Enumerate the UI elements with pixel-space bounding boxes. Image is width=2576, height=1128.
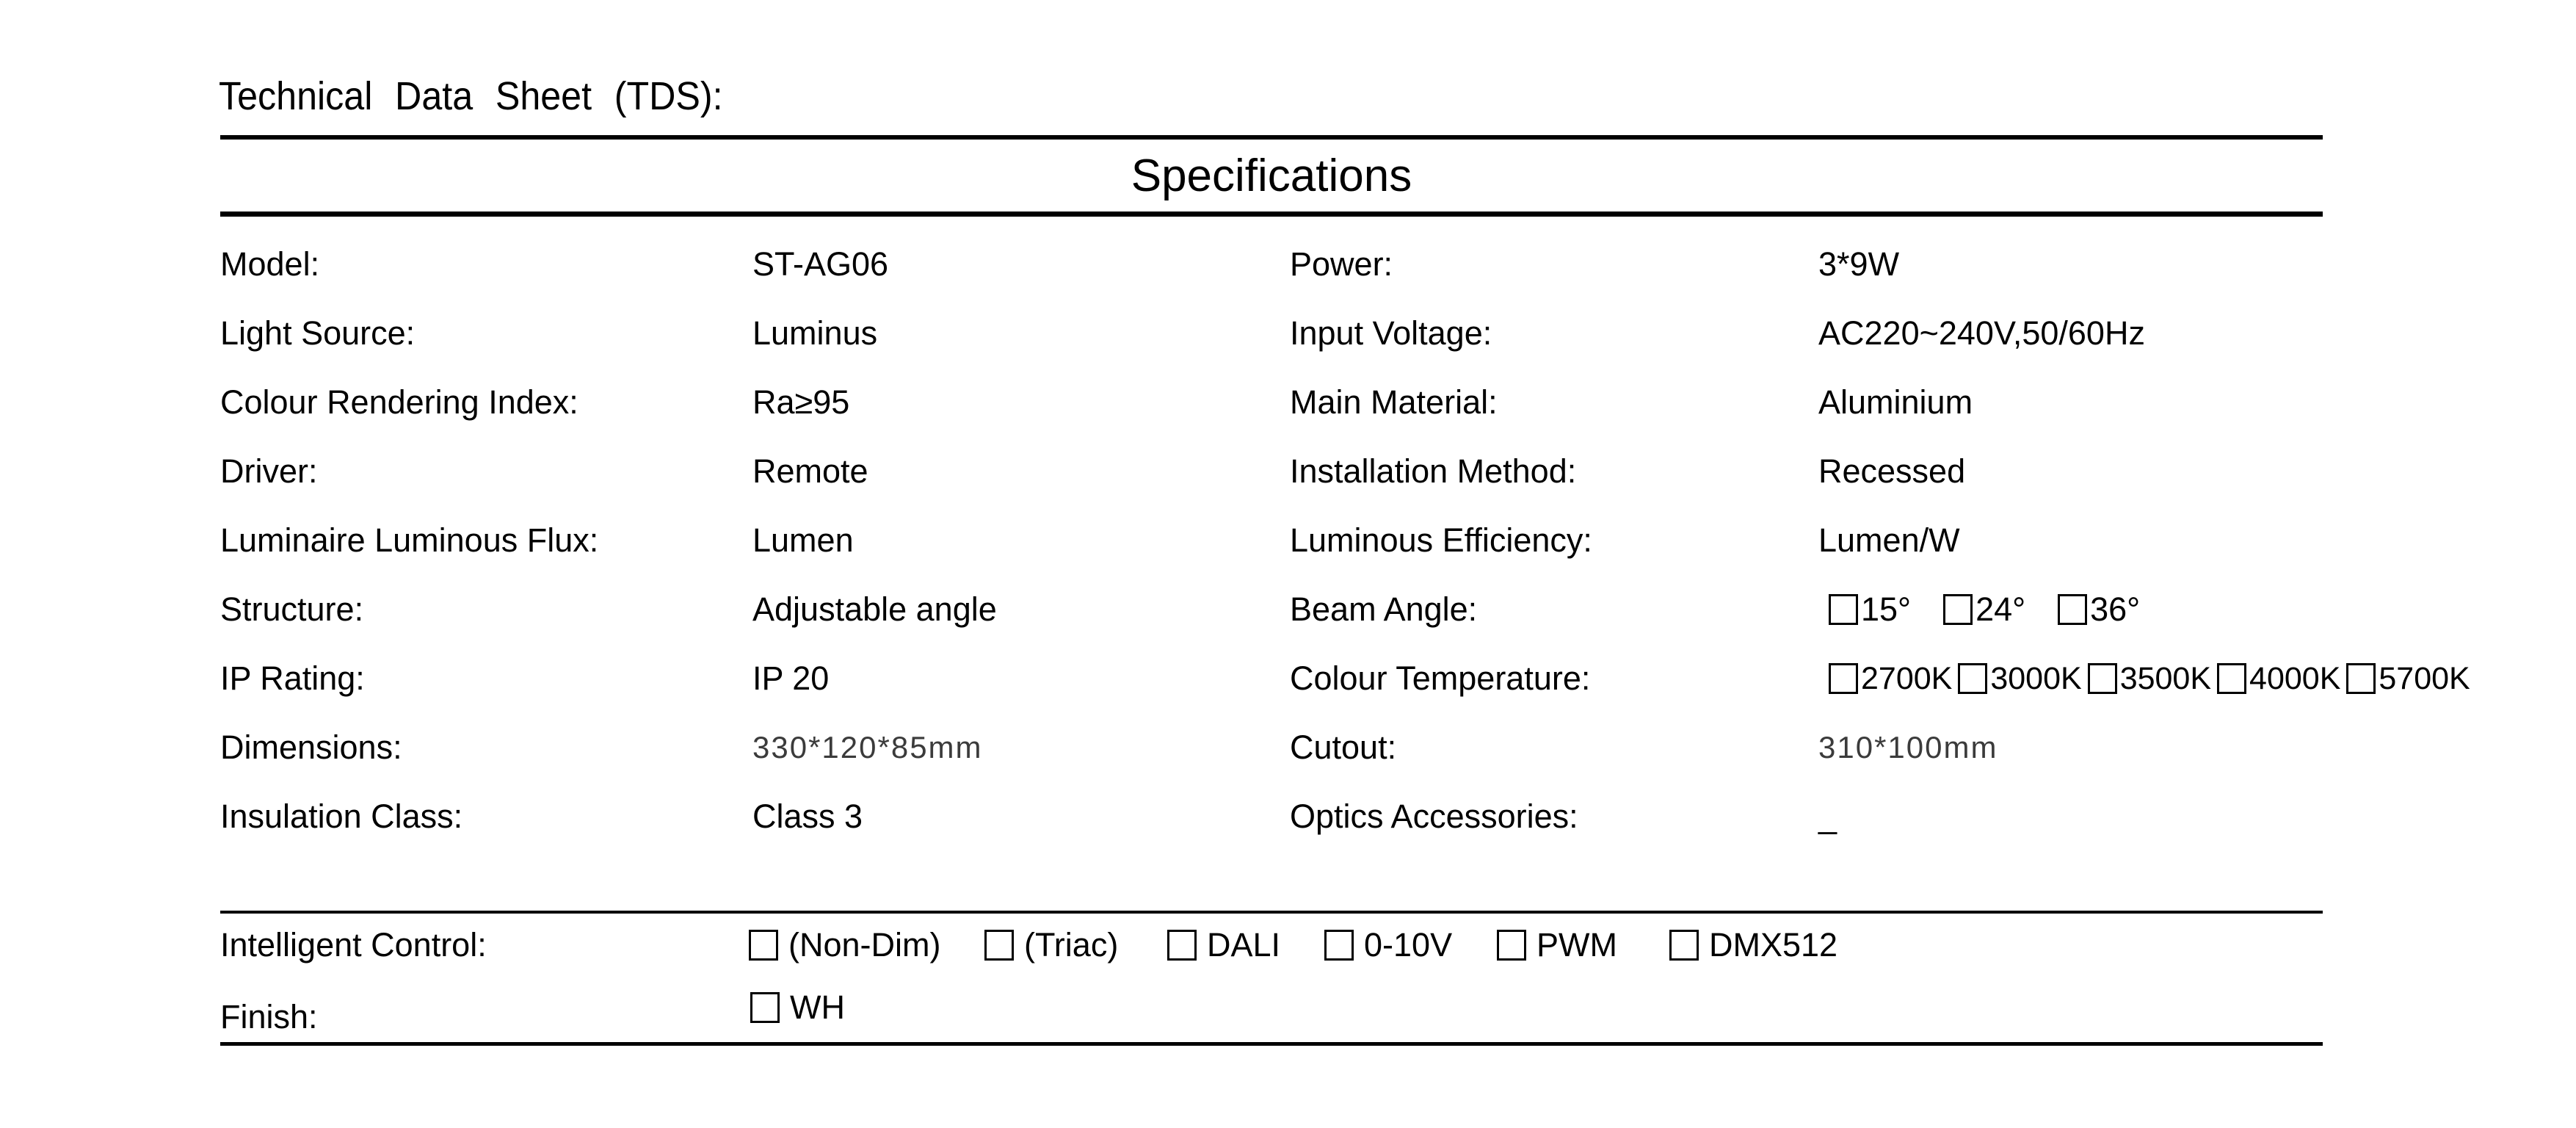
colour-temp-4000k-label: 4000K: [2249, 660, 2341, 696]
spec-value-colour-rendering-index: Ra≥95: [752, 383, 850, 421]
colour-temp-4000k-checkbox[interactable]: [2217, 663, 2246, 694]
colour-temp-option-2700k: [1829, 661, 1952, 697]
spec-label-input-voltage: Input Voltage:: [1290, 314, 1492, 352]
spec-value-main-material: Aluminium: [1818, 383, 1973, 421]
spec-label-insulation-class: Insulation Class:: [220, 798, 463, 835]
intelligent-control-option-pwm: [1497, 913, 1617, 977]
spec-value-installation-method: Recessed: [1818, 452, 1966, 490]
spec-value-luminous-flux: Lumen: [752, 521, 854, 559]
spec-label-light-source: Light Source:: [220, 314, 416, 352]
spec-label-colour-rendering-index: Colour Rendering Index:: [220, 383, 578, 421]
intelligent-control-triac-checkbox[interactable]: [984, 930, 1014, 961]
colour-temp-3000k-checkbox[interactable]: [1958, 663, 1987, 694]
spec-label-main-material: Main Material:: [1290, 383, 1498, 421]
colour-temp-option-4000k: [2217, 661, 2340, 697]
spec-label-installation-method: Installation Method:: [1290, 452, 1577, 490]
beam-angle-15-checkbox[interactable]: [1829, 594, 1858, 625]
finish-wh-label: WH: [790, 988, 845, 1026]
beam-angle-24-label: 24°: [1975, 590, 2026, 628]
intelligent-control-option-non-dim: [749, 913, 941, 977]
intelligent-control-dali-checkbox[interactable]: [1167, 930, 1197, 961]
spec-value-insulation-class: Class 3: [752, 798, 863, 835]
spec-label-power: Power:: [1290, 245, 1393, 283]
spec-value-model: ST-AG06: [752, 245, 889, 283]
spec-value-optics-accessories: _: [1818, 798, 1837, 835]
spec-label-luminous-flux: Luminaire Luminous Flux:: [220, 521, 599, 559]
spec-row-driver-installation: [220, 437, 2533, 506]
intelligent-control-dmx512-checkbox[interactable]: [1669, 930, 1699, 961]
intelligent-control-dali-label: DALI: [1207, 926, 1281, 964]
finish-label: Finish:: [220, 998, 318, 1035]
beam-angle-options: [1829, 575, 2140, 644]
beam-angle-15-label: 15°: [1861, 590, 1912, 628]
intelligent-control-pwm-label: PWM: [1536, 926, 1617, 964]
spec-row-structure-beam-angle: [220, 575, 2533, 644]
intelligent-control-label: Intelligent Control:: [220, 926, 487, 964]
intelligent-control-dmx512-label: DMX512: [1709, 926, 1838, 964]
colour-temp-5700k-checkbox[interactable]: [2346, 663, 2376, 694]
specifications-header: Specifications: [1131, 151, 1412, 201]
spec-label-driver: Driver:: [220, 452, 318, 490]
colour-temp-option-3000k: [1958, 661, 2081, 697]
spec-label-colour-temperature: Colour Temperature:: [1290, 659, 1591, 697]
colour-temp-3000k-label: 3000K: [1990, 660, 2082, 696]
spec-label-ip-rating: IP Rating:: [220, 659, 365, 697]
intelligent-control-0-10v-checkbox[interactable]: [1324, 930, 1354, 961]
colour-temp-option-3500k: [2088, 661, 2211, 697]
spec-value-structure: Adjustable angle: [752, 590, 997, 628]
colour-temp-3500k-label: 3500K: [2119, 660, 2212, 696]
spec-label-luminous-efficiency: Luminous Efficiency:: [1290, 521, 1592, 559]
spec-value-ip-rating: IP 20: [752, 659, 830, 697]
spec-label-dimensions: Dimensions:: [220, 728, 402, 766]
beam-angle-36-checkbox[interactable]: [2058, 594, 2087, 625]
spec-value-luminous-efficiency: Lumen/W: [1818, 521, 1960, 559]
spec-row-ip-rating-colour-temperature: [220, 644, 2533, 713]
spec-value-dimensions: 330*120*85mm: [752, 730, 983, 764]
intelligent-control-option-dmx512: [1669, 913, 1837, 977]
spec-label-cutout: Cutout:: [1290, 728, 1397, 766]
colour-temp-3500k-checkbox[interactable]: [2088, 663, 2117, 694]
title-underline: [220, 135, 2323, 140]
spec-row-cri-material: [220, 368, 2533, 437]
spec-value-driver: Remote: [752, 452, 868, 490]
finish-wh-checkbox[interactable]: [750, 992, 780, 1023]
spec-value-input-voltage: AC220~240V,50/60Hz: [1818, 314, 2145, 352]
colour-temp-option-5700k: [2346, 661, 2470, 697]
spec-label-beam-angle: Beam Angle:: [1290, 590, 1478, 628]
intelligent-control-option-0-10v: [1324, 913, 1452, 977]
colour-temp-2700k-label: 2700K: [1861, 660, 1953, 696]
spec-row-flux-efficiency: [220, 506, 2533, 575]
beam-angle-option-24: [1943, 590, 2025, 629]
intelligent-control-0-10v-label: 0-10V: [1364, 926, 1453, 964]
spec-row-dimensions-cutout: [220, 713, 2533, 782]
beam-angle-36-label: 36°: [2090, 590, 2141, 628]
spec-value-cutout: 310*100mm: [1818, 730, 1998, 764]
intelligent-control-pwm-checkbox[interactable]: [1497, 930, 1526, 961]
beam-angle-24-checkbox[interactable]: [1943, 594, 1973, 625]
beam-angle-option-15: [1829, 590, 1911, 629]
intelligent-control-option-triac: [984, 913, 1118, 977]
spec-row-model-power: [220, 230, 2533, 299]
intelligent-control-triac-label: (Triac): [1024, 926, 1119, 964]
spec-label-model: Model:: [220, 245, 320, 283]
bottom-rule: [220, 1042, 2323, 1046]
intelligent-control-option-dali: [1167, 913, 1280, 977]
colour-temperature-options: [1829, 644, 2470, 713]
spec-value-light-source: Luminus: [752, 314, 878, 352]
colour-temp-5700k-label: 5700K: [2379, 660, 2470, 696]
colour-temp-2700k-checkbox[interactable]: [1829, 663, 1858, 694]
specifications-header-underline: [220, 212, 2323, 217]
spec-row-light-source-input-voltage: [220, 299, 2533, 368]
spec-row-insulation-optics: [220, 782, 2533, 851]
beam-angle-option-36: [2058, 590, 2140, 629]
spec-label-optics-accessories: Optics Accessories:: [1290, 798, 1578, 835]
spec-value-power: 3*9W: [1818, 245, 1900, 283]
page-title: Technical Data Sheet (TDS):: [219, 74, 723, 118]
intelligent-control-non-dim-checkbox[interactable]: [749, 930, 778, 961]
finish-option-wh: [750, 975, 845, 1040]
intelligent-control-non-dim-label: (Non-Dim): [788, 926, 941, 964]
spec-label-structure: Structure:: [220, 590, 364, 628]
